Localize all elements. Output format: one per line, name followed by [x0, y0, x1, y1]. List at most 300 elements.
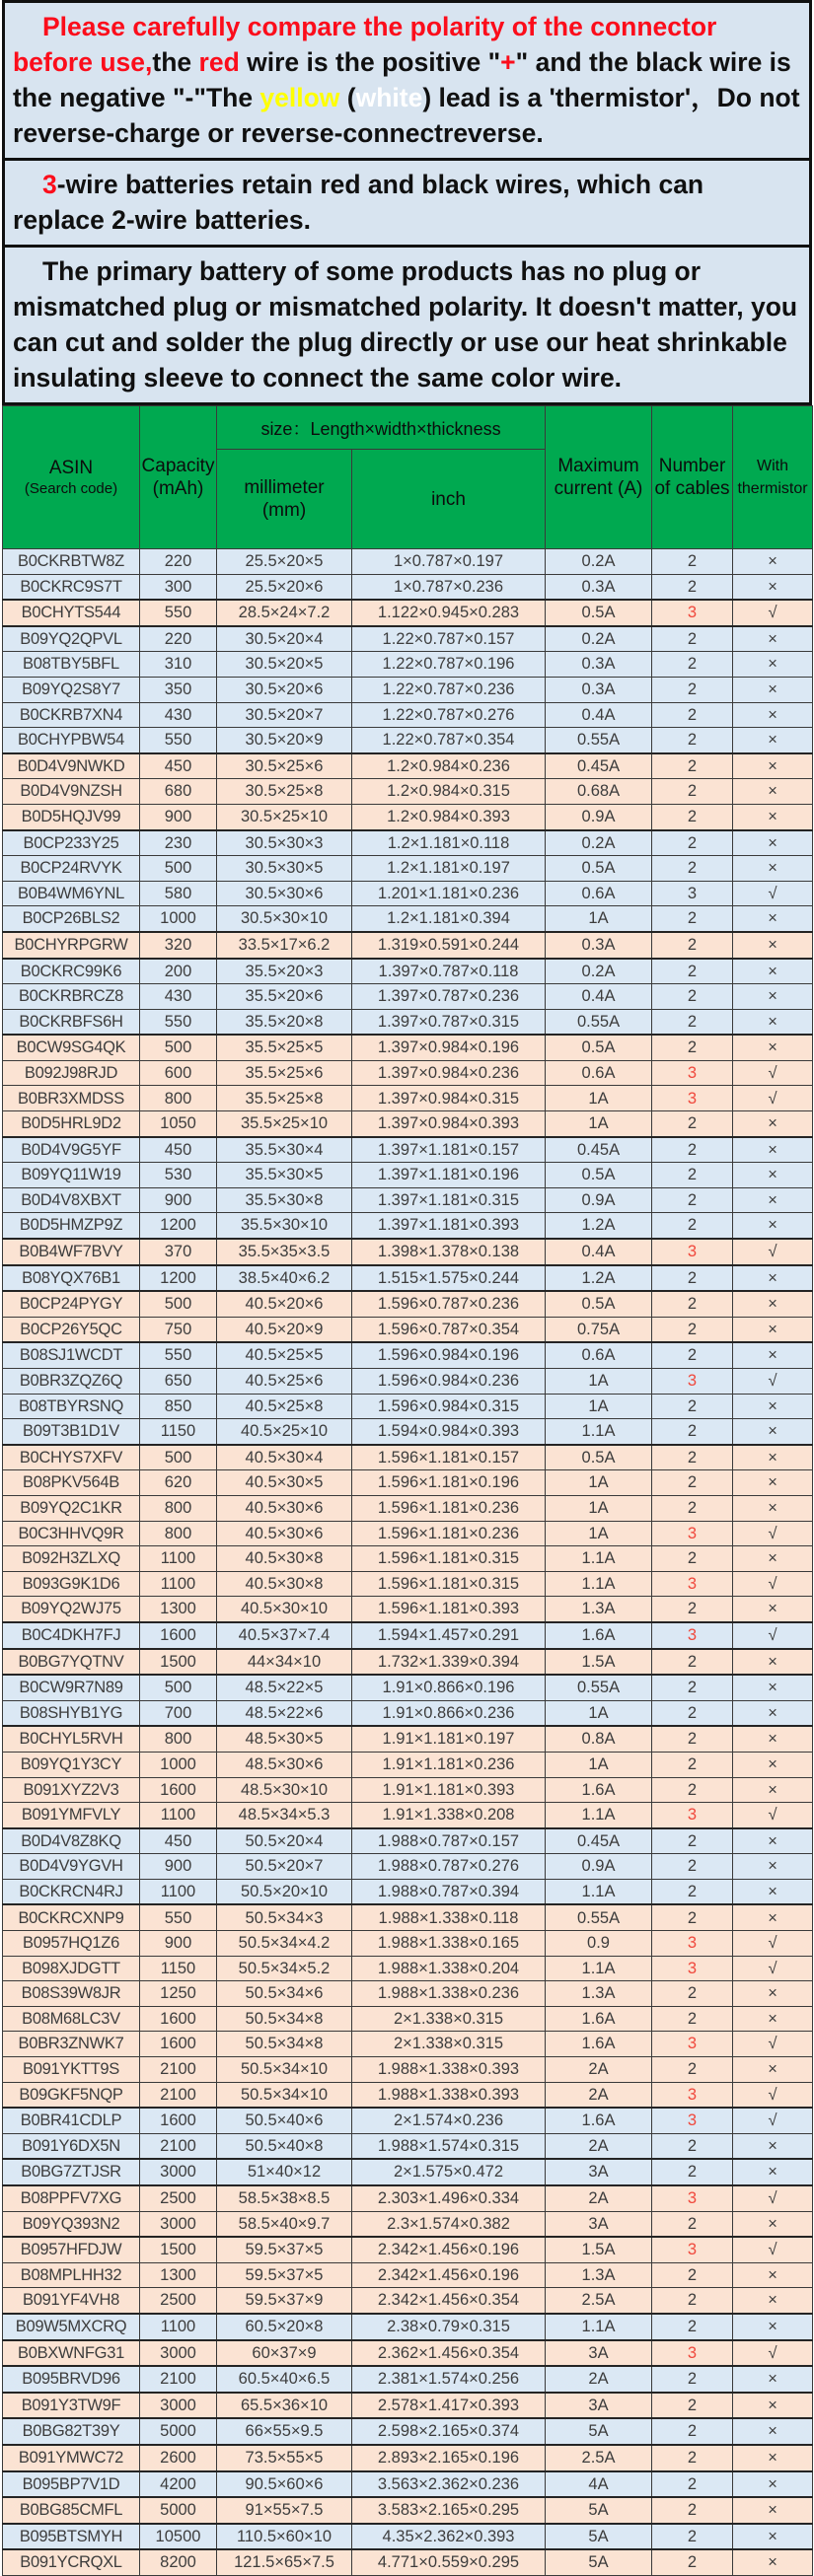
cell-capacity: 1300: [140, 1597, 217, 1622]
cell-cable-count: 2: [652, 728, 733, 753]
cell-thermistor-flag: ×: [733, 1419, 813, 1445]
cell-size-mm: 50.5×34×10: [217, 2057, 352, 2083]
table-row: [3, 2549, 813, 2575]
cell-asin: B09T3B1D1V: [3, 1419, 140, 1445]
cell-thermistor-flag: ×: [733, 2524, 813, 2550]
cell-capacity: 900: [140, 1187, 217, 1213]
cell-size-mm: 35.5×30×4: [217, 1137, 352, 1163]
cell-thermistor-flag: √: [733, 1956, 813, 1981]
cell-capacity: 500: [140, 1675, 217, 1700]
table-row: [3, 2237, 813, 2262]
cell-max-current: 1.3A: [546, 1981, 652, 2007]
table-row: [3, 2211, 813, 2237]
cell-cable-count: 3: [652, 2032, 733, 2057]
cell-size-inch: 1.397×0.984×0.196: [352, 1035, 546, 1060]
cell-thermistor-flag: ×: [733, 2211, 813, 2237]
table-row: [3, 2006, 813, 2032]
cell-asin: B0CKRB7XN4: [3, 702, 140, 728]
cell-cable-count: 2: [652, 1675, 733, 1700]
cell-size-mm: 48.5×30×5: [217, 1726, 352, 1752]
cell-cable-count: 2: [652, 1035, 733, 1060]
cell-max-current: 3A: [546, 2159, 652, 2185]
cell-size-mm: 60.5×40×6.5: [217, 2366, 352, 2393]
cell-size-inch: 1.988×1.338×0.393: [352, 2057, 546, 2083]
cell-size-mm: 33.5×17×6.2: [217, 932, 352, 959]
cell-thermistor-flag: √: [733, 1060, 813, 1086]
cell-size-mm: 65.5×36×10: [217, 2393, 352, 2419]
cell-size-mm: 30.5×30×10: [217, 906, 352, 932]
cell-size-mm: 60.5×20×8: [217, 2314, 352, 2340]
cell-size-mm: 40.5×30×6: [217, 1495, 352, 1521]
table-row: [3, 1854, 813, 1880]
cell-cable-count: 2: [652, 702, 733, 728]
cell-thermistor-flag: √: [733, 1571, 813, 1597]
cell-capacity: 650: [140, 1369, 217, 1395]
col-header-asin-line1: ASIN: [48, 458, 94, 478]
cell-max-current: 1.1A: [546, 1571, 652, 1597]
cell-cable-count: 2: [652, 2471, 733, 2498]
cell-asin: B0BG7ZTJSR: [3, 2159, 140, 2185]
cell-size-mm: 50.5×20×7: [217, 1854, 352, 1880]
table-row: [3, 1675, 813, 1700]
cell-asin: B0B4WM6YNL: [3, 881, 140, 906]
cell-max-current: 0.5A: [546, 856, 652, 882]
table-row: [3, 1265, 813, 1292]
cell-size-mm: 40.5×37×7.4: [217, 1622, 352, 1649]
cell-asin: B091YMFVLY: [3, 1803, 140, 1828]
cell-capacity: 230: [140, 830, 217, 856]
table-row: [3, 856, 813, 882]
cell-asin: B0D5HRL9D2: [3, 1111, 140, 1137]
cell-max-current: 2A: [546, 2185, 652, 2211]
cell-capacity: 550: [140, 1342, 217, 1368]
cell-size-mm: 35.5×25×6: [217, 1060, 352, 1086]
text-segment-black: -wire batteries retain red and black wires, which can replace 2-wire batteries.: [13, 170, 704, 235]
cell-size-mm: 91×55×7.5: [217, 2497, 352, 2524]
cell-cable-count: 2: [652, 1981, 733, 2007]
cell-max-current: 0.9A: [546, 1187, 652, 1213]
cell-cable-count: 2: [652, 932, 733, 959]
cell-asin: B0CHYL5RVH: [3, 1726, 140, 1752]
cell-capacity: 800: [140, 1086, 217, 1111]
text-segment-red: +: [500, 47, 516, 77]
cell-thermistor-flag: ×: [733, 1777, 813, 1803]
cell-thermistor-flag: ×: [733, 2288, 813, 2314]
cell-size-inch: 1.397×1.181×0.315: [352, 1187, 546, 1213]
table-row: [3, 1445, 813, 1470]
cell-size-inch: 1.397×0.787×0.315: [352, 1009, 546, 1035]
cell-max-current: 1.2A: [546, 1213, 652, 1239]
cell-thermistor-flag: ×: [733, 2471, 813, 2498]
cell-capacity: 430: [140, 984, 217, 1010]
cell-cable-count: 2: [652, 1265, 733, 1292]
cell-cable-count: 2: [652, 779, 733, 805]
cell-cable-count: 2: [652, 1009, 733, 1035]
cell-thermistor-flag: ×: [733, 1981, 813, 2007]
table-row: [3, 2108, 813, 2133]
cell-thermistor-flag: ×: [733, 804, 813, 829]
cell-size-mm: 30.5×20×5: [217, 652, 352, 678]
cell-asin: B0957HFDJW: [3, 2237, 140, 2262]
cell-size-inch: 1.397×0.984×0.393: [352, 1111, 546, 1137]
cell-max-current: 1.3A: [546, 1597, 652, 1622]
cell-size-mm: 50.5×34×8: [217, 2006, 352, 2032]
cell-size-inch: 1.91×1.181×0.236: [352, 1752, 546, 1777]
cell-max-current: 0.5A: [546, 1035, 652, 1060]
cell-asin: B09YQ2S8Y7: [3, 677, 140, 702]
cell-thermistor-flag: √: [733, 2108, 813, 2133]
cell-size-inch: 2.38×0.79×0.315: [352, 2314, 546, 2340]
cell-asin: B0BG82T39Y: [3, 2418, 140, 2445]
cell-capacity: 1250: [140, 1981, 217, 2007]
table-row: [3, 1597, 813, 1622]
cell-size-inch: 2.342×1.456×0.354: [352, 2288, 546, 2314]
cell-capacity: 750: [140, 1317, 217, 1342]
cell-capacity: 1600: [140, 2032, 217, 2057]
col-header-cable-count-line1: Number: [658, 456, 726, 476]
cell-size-mm: 48.5×22×5: [217, 1675, 352, 1700]
cell-asin: B09YQ11W19: [3, 1163, 140, 1188]
table-row: [3, 1752, 813, 1777]
cell-size-inch: 1.22×0.787×0.236: [352, 677, 546, 702]
table-row: [3, 2262, 813, 2288]
cell-asin: B09YQ2C1KR: [3, 1495, 140, 1521]
cell-asin: B0CP24PYGY: [3, 1291, 140, 1317]
cell-size-mm: 50.5×20×10: [217, 1879, 352, 1904]
cell-max-current: 1.2A: [546, 1265, 652, 1292]
cell-size-inch: 1.596×1.181×0.157: [352, 1445, 546, 1470]
cell-size-inch: 1.988×0.787×0.276: [352, 1854, 546, 1880]
cell-size-mm: 40.5×30×10: [217, 1597, 352, 1622]
table-row: [3, 1803, 813, 1828]
table-row: [3, 1571, 813, 1597]
cell-size-mm: 40.5×30×5: [217, 1470, 352, 1496]
cell-size-mm: 110.5×60×10: [217, 2524, 352, 2550]
cell-asin: B0D5HQJV99: [3, 804, 140, 829]
cell-cable-count: 3: [652, 1521, 733, 1546]
cell-max-current: 1A: [546, 1470, 652, 1496]
cell-size-mm: 50.5×34×5.2: [217, 1956, 352, 1981]
table-row: [3, 2185, 813, 2211]
cell-capacity: 450: [140, 753, 217, 779]
cell-thermistor-flag: ×: [733, 2393, 813, 2419]
cell-asin: B0CKRC99K6: [3, 959, 140, 984]
cell-size-mm: 50.5×40×8: [217, 2133, 352, 2159]
cell-thermistor-flag: ×: [733, 1597, 813, 1622]
cell-thermistor-flag: ×: [733, 1495, 813, 1521]
cell-max-current: 1.5A: [546, 1649, 652, 1676]
cell-thermistor-flag: ×: [733, 2497, 813, 2524]
cell-thermistor-flag: √: [733, 1239, 813, 1265]
cell-asin: B08M68LC3V: [3, 2006, 140, 2032]
cell-size-inch: 1.988×1.574×0.315: [352, 2133, 546, 2159]
cell-size-inch: 1.596×1.181×0.315: [352, 1546, 546, 1572]
cell-capacity: 550: [140, 1904, 217, 1930]
text-segment-black: " and the black wire is the negative "-"The: [13, 47, 791, 112]
cell-thermistor-flag: ×: [733, 1700, 813, 1726]
cell-cable-count: 2: [652, 2445, 733, 2471]
cell-asin: B0D4V9G5YF: [3, 1137, 140, 1163]
cell-capacity: 1100: [140, 1803, 217, 1828]
table-row: [3, 2393, 813, 2419]
table-row: [3, 1828, 813, 1854]
cell-asin: B0CKRBTW8Z: [3, 549, 140, 575]
col-header-capacity: [140, 406, 217, 549]
three-wire-note-section: [2, 158, 812, 245]
table-row: [3, 2524, 813, 2550]
cell-capacity: 2500: [140, 2288, 217, 2314]
cell-size-mm: 40.5×25×8: [217, 1394, 352, 1419]
cell-asin: B0D4V9NWKD: [3, 753, 140, 779]
cell-thermistor-flag: ×: [733, 1035, 813, 1060]
cell-max-current: 1.6A: [546, 1622, 652, 1649]
cell-asin: B08PPFV7XG: [3, 2185, 140, 2211]
cell-size-inch: 1.988×1.338×0.393: [352, 2082, 546, 2108]
cell-capacity: 900: [140, 1931, 217, 1957]
table-row: [3, 549, 813, 575]
cell-size-inch: 1.596×1.181×0.315: [352, 1571, 546, 1597]
cell-size-mm: 50.5×34×3: [217, 1904, 352, 1930]
cell-thermistor-flag: ×: [733, 1854, 813, 1880]
cell-thermistor-flag: ×: [733, 1009, 813, 1035]
cell-asin: B0CP233Y25: [3, 830, 140, 856]
cell-thermistor-flag: ×: [733, 779, 813, 805]
cell-size-inch: 1.2×0.984×0.393: [352, 804, 546, 829]
cell-capacity: 850: [140, 1394, 217, 1419]
cell-size-mm: 50.5×34×4.2: [217, 1931, 352, 1957]
cell-size-inch: 1.594×1.457×0.291: [352, 1622, 546, 1649]
cell-capacity: 700: [140, 1700, 217, 1726]
cell-size-inch: 1.397×0.787×0.118: [352, 959, 546, 984]
cell-thermistor-flag: ×: [733, 1752, 813, 1777]
cell-thermistor-flag: ×: [733, 2366, 813, 2393]
cell-capacity: 350: [140, 677, 217, 702]
cell-size-inch: 1.988×0.787×0.394: [352, 1879, 546, 1904]
cell-max-current: 1A: [546, 1394, 652, 1419]
table-row: [3, 2032, 813, 2057]
cell-capacity: 3000: [140, 2393, 217, 2419]
cell-asin: B0BR41CDLP: [3, 2108, 140, 2133]
cell-asin: B093G9K1D6: [3, 1571, 140, 1597]
cell-capacity: 1100: [140, 2314, 217, 2340]
cell-capacity: 2100: [140, 2082, 217, 2108]
table-row: [3, 779, 813, 805]
cell-size-inch: 1.596×0.787×0.236: [352, 1291, 546, 1317]
cell-size-mm: 30.5×20×7: [217, 702, 352, 728]
cell-size-inch: 1.596×0.984×0.315: [352, 1394, 546, 1419]
cell-capacity: 5000: [140, 2418, 217, 2445]
cell-max-current: 1.5A: [546, 2237, 652, 2262]
cell-max-current: 0.2A: [546, 959, 652, 984]
cell-capacity: 3000: [140, 2340, 217, 2367]
cell-asin: B0CKRC9S7T: [3, 574, 140, 600]
cell-capacity: 310: [140, 652, 217, 678]
cell-thermistor-flag: ×: [733, 1342, 813, 1368]
cell-size-mm: 30.5×25×6: [217, 753, 352, 779]
cell-size-mm: 50.5×40×6: [217, 2108, 352, 2133]
cell-size-mm: 30.5×30×6: [217, 881, 352, 906]
cell-size-inch: 1.91×1.181×0.393: [352, 1777, 546, 1803]
cell-thermistor-flag: ×: [733, 959, 813, 984]
table-row: [3, 2497, 813, 2524]
cell-cable-count: 3: [652, 2082, 733, 2108]
cell-cable-count: 2: [652, 1777, 733, 1803]
cell-max-current: 5A: [546, 2524, 652, 2550]
cell-asin: B0BXWNFG31: [3, 2340, 140, 2367]
cell-capacity: 430: [140, 702, 217, 728]
text-segment-black: the: [152, 47, 199, 77]
col-header-millimeter-line1: millimeter: [244, 477, 325, 498]
cell-asin: B08TBY5BFL: [3, 652, 140, 678]
cell-size-inch: 4.771×0.559×0.295: [352, 2549, 546, 2575]
cell-size-inch: 1.596×1.181×0.236: [352, 1521, 546, 1546]
table-row: [3, 1317, 813, 1342]
text-segment-red: 3: [42, 170, 57, 199]
cell-capacity: 1600: [140, 1622, 217, 1649]
cell-size-inch: 1×0.787×0.197: [352, 549, 546, 575]
cell-cable-count: 2: [652, 1342, 733, 1368]
cell-size-inch: 2.598×2.165×0.374: [352, 2418, 546, 2445]
table-row: [3, 1981, 813, 2007]
cell-capacity: 1200: [140, 1213, 217, 1239]
cell-asin: B091Y3TW9F: [3, 2393, 140, 2419]
cell-thermistor-flag: ×: [733, 677, 813, 702]
table-row: [3, 906, 813, 932]
cell-capacity: 1200: [140, 1265, 217, 1292]
cell-thermistor-flag: ×: [733, 1649, 813, 1676]
table-row: [3, 1470, 813, 1496]
table-row: [3, 1137, 813, 1163]
cell-size-mm: 35.5×30×8: [217, 1187, 352, 1213]
cell-size-inch: 1.91×0.866×0.236: [352, 1700, 546, 1726]
cell-cable-count: 2: [652, 549, 733, 575]
cell-thermistor-flag: ×: [733, 2006, 813, 2032]
table-row: [3, 959, 813, 984]
cell-max-current: 1.1A: [546, 1419, 652, 1445]
cell-thermistor-flag: ×: [733, 626, 813, 652]
cell-asin: B0957HQ1Z6: [3, 1931, 140, 1957]
cell-size-mm: 40.5×30×6: [217, 1521, 352, 1546]
cell-size-inch: 1×0.787×0.236: [352, 574, 546, 600]
col-header-inch: [352, 450, 546, 549]
cell-thermistor-flag: ×: [733, 1879, 813, 1904]
table-row: [3, 2366, 813, 2393]
cell-thermistor-flag: ×: [733, 856, 813, 882]
cell-max-current: 3A: [546, 2393, 652, 2419]
cell-asin: B08MPLHH32: [3, 2262, 140, 2288]
cell-size-mm: 35.5×30×10: [217, 1213, 352, 1239]
table-row: [3, 574, 813, 600]
cell-cable-count: 2: [652, 1700, 733, 1726]
col-header-cable-count: [652, 406, 733, 549]
cell-thermistor-flag: √: [733, 2185, 813, 2211]
cell-cable-count: 2: [652, 1163, 733, 1188]
cell-cable-count: 3: [652, 881, 733, 906]
cell-asin: B08S39W8JR: [3, 1981, 140, 2007]
cell-cable-count: 2: [652, 2262, 733, 2288]
table-row: [3, 1726, 813, 1752]
cell-cable-count: 2: [652, 2418, 733, 2445]
cell-asin: B0CW9R7N89: [3, 1675, 140, 1700]
cell-max-current: 0.4A: [546, 702, 652, 728]
cell-cable-count: 2: [652, 1546, 733, 1572]
cell-size-mm: 40.5×25×6: [217, 1369, 352, 1395]
cell-cable-count: 2: [652, 677, 733, 702]
text-segment-black: The primary battery of some products has no plug or mismatched plug or mismatched polarity. It doesn't matter, you can cut and solder the plug directly or use our heat shrinkable insulating sleeve to connect the same color wire.: [13, 256, 798, 393]
cell-size-mm: 30.5×20×6: [217, 677, 352, 702]
cell-thermistor-flag: ×: [733, 830, 813, 856]
cell-capacity: 4200: [140, 2471, 217, 2498]
cell-size-inch: 1.2×1.181×0.118: [352, 830, 546, 856]
cell-size-mm: 30.5×30×3: [217, 830, 352, 856]
cell-asin: B095BRVD96: [3, 2366, 140, 2393]
cell-size-mm: 30.5×25×10: [217, 804, 352, 829]
cell-size-inch: 1.22×0.787×0.157: [352, 626, 546, 652]
cell-size-mm: 30.5×30×5: [217, 856, 352, 882]
cell-capacity: 580: [140, 881, 217, 906]
cell-capacity: 1600: [140, 1777, 217, 1803]
cell-size-mm: 48.5×22×6: [217, 1700, 352, 1726]
cell-size-inch: 2.342×1.456×0.196: [352, 2262, 546, 2288]
cell-size-inch: 1.988×1.338×0.236: [352, 1981, 546, 2007]
cell-capacity: 800: [140, 1521, 217, 1546]
cell-size-mm: 35.5×20×6: [217, 984, 352, 1010]
cell-max-current: 5A: [546, 2497, 652, 2524]
cell-max-current: 0.4A: [546, 1239, 652, 1265]
table-row: [3, 2133, 813, 2159]
cell-size-mm: 59.5×37×9: [217, 2288, 352, 2314]
cell-thermistor-flag: √: [733, 1086, 813, 1111]
cell-cable-count: 3: [652, 1571, 733, 1597]
cell-size-mm: 58.5×38×8.5: [217, 2185, 352, 2211]
cell-asin: B092J98RJD: [3, 1060, 140, 1086]
polarity-warning-section: [2, 0, 812, 158]
cell-capacity: 530: [140, 1163, 217, 1188]
table-row: [3, 1086, 813, 1111]
cell-size-mm: 28.5×24×7.2: [217, 600, 352, 626]
cell-cable-count: 2: [652, 1187, 733, 1213]
cell-cable-count: 3: [652, 2237, 733, 2262]
cell-capacity: 1100: [140, 1571, 217, 1597]
text-segment-red: red: [198, 47, 240, 77]
table-row: [3, 1622, 813, 1649]
cell-max-current: 0.9A: [546, 804, 652, 829]
cell-asin: B0BR3ZNWK7: [3, 2032, 140, 2057]
cell-thermistor-flag: ×: [733, 932, 813, 959]
cell-size-inch: 4.35×2.362×0.393: [352, 2524, 546, 2550]
cell-max-current: 5A: [546, 2549, 652, 2575]
cell-capacity: 500: [140, 1035, 217, 1060]
cell-max-current: 1.1A: [546, 1803, 652, 1828]
cell-capacity: 1050: [140, 1111, 217, 1137]
cell-cable-count: 2: [652, 2288, 733, 2314]
cell-capacity: 1150: [140, 1956, 217, 1981]
cell-size-mm: 38.5×40×6.2: [217, 1265, 352, 1292]
cell-capacity: 450: [140, 1137, 217, 1163]
cell-size-inch: 1.122×0.945×0.283: [352, 600, 546, 626]
cell-size-mm: 48.5×30×6: [217, 1752, 352, 1777]
cell-asin: B0CP26Y5QC: [3, 1317, 140, 1342]
cell-thermistor-flag: √: [733, 2340, 813, 2367]
cell-max-current: 0.68A: [546, 779, 652, 805]
cell-cable-count: 3: [652, 600, 733, 626]
cell-thermistor-flag: ×: [733, 2057, 813, 2083]
cell-size-inch: 2.362×1.456×0.354: [352, 2340, 546, 2367]
cell-thermistor-flag: ×: [733, 1445, 813, 1470]
text-segment-black: (: [339, 83, 356, 112]
cell-capacity: 450: [140, 1828, 217, 1854]
cell-cable-count: 2: [652, 1419, 733, 1445]
